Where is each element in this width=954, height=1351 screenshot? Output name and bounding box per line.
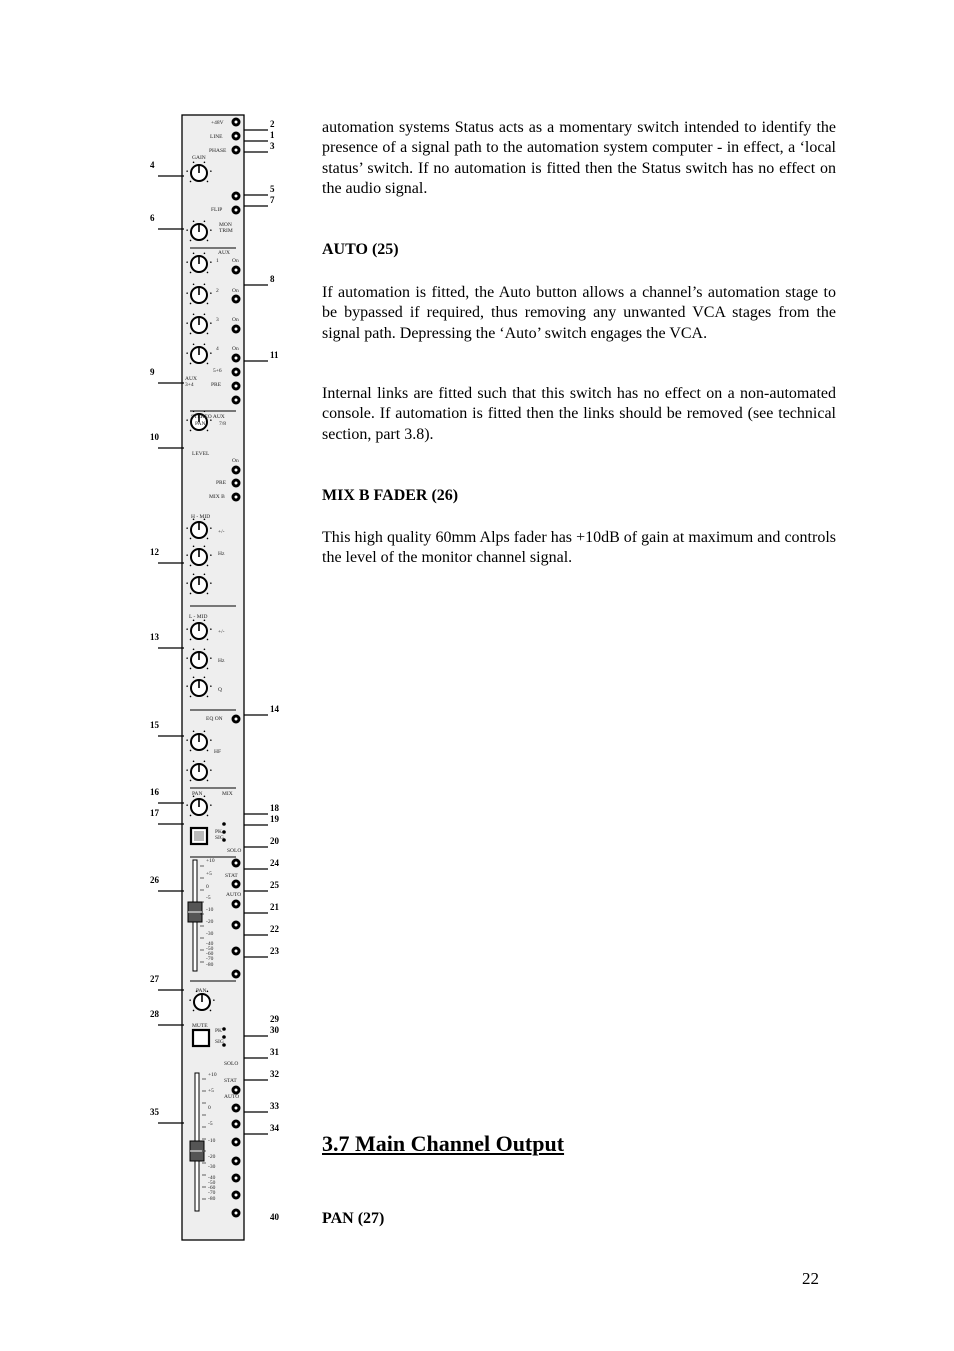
knob-tick bbox=[204, 221, 206, 223]
knob-tick bbox=[193, 253, 195, 255]
button-center bbox=[235, 903, 238, 906]
fader-scale-label: +10 bbox=[208, 1072, 217, 1078]
mute-square-button bbox=[193, 1030, 209, 1046]
button-center bbox=[235, 1194, 238, 1197]
strip-label-solo: SOLO bbox=[224, 1061, 239, 1067]
knob-tick bbox=[186, 527, 188, 529]
strip-label-trim: TRIM bbox=[219, 228, 233, 234]
strip-label-hz: Hz bbox=[218, 551, 225, 557]
knob-tick bbox=[193, 411, 195, 413]
knob-tick bbox=[210, 657, 212, 659]
callout-number-left: 13 bbox=[150, 632, 159, 642]
knob-tick bbox=[207, 696, 209, 698]
callout-number-right: 25 bbox=[270, 880, 279, 890]
strip-label-aux34a: AUX bbox=[185, 376, 197, 382]
knob-tick bbox=[207, 780, 209, 782]
knob-tick bbox=[204, 411, 206, 413]
fader-scale-label: -50 bbox=[206, 946, 214, 952]
knob-tick bbox=[204, 162, 206, 164]
fader-scale-label: -30 bbox=[206, 931, 214, 937]
knob-tick bbox=[204, 796, 206, 798]
knob-tick bbox=[207, 991, 209, 993]
callout-number-left: 4 bbox=[150, 160, 155, 170]
callout-number-right: 29 bbox=[270, 1014, 279, 1024]
knob-tick bbox=[210, 804, 212, 806]
callout-number-right: 32 bbox=[270, 1069, 279, 1079]
strip-label-stereo_aux: STEREO AUX bbox=[191, 414, 225, 420]
knob-tick bbox=[193, 761, 195, 763]
knob-tick bbox=[207, 565, 209, 567]
callout-number-right: 24 bbox=[270, 858, 279, 868]
knob-tick bbox=[204, 649, 206, 651]
mixb-body bbox=[322, 528, 836, 569]
strip-label-pm: +/- bbox=[218, 629, 225, 635]
callout-number-left: 26 bbox=[150, 875, 159, 885]
strip-label-pre: PRE bbox=[216, 480, 227, 486]
button-center bbox=[235, 482, 238, 485]
button-center bbox=[235, 269, 238, 272]
round-button bbox=[232, 1191, 241, 1200]
round-button bbox=[232, 325, 241, 334]
led-indicator bbox=[222, 1027, 226, 1031]
knob-tick bbox=[207, 750, 209, 752]
button-center bbox=[235, 121, 238, 124]
strip-label-aux56: 5+6 bbox=[213, 368, 222, 374]
fader-scale-label: +5 bbox=[206, 871, 212, 877]
round-button bbox=[232, 970, 241, 979]
round-button bbox=[232, 146, 241, 155]
button-center bbox=[235, 1212, 238, 1215]
knob-tick bbox=[190, 181, 192, 183]
strip-label-on: On bbox=[232, 288, 239, 294]
knob-tick bbox=[207, 303, 209, 305]
knob-tick bbox=[190, 240, 192, 242]
paragraph-auto: If automation is fitted, the Auto button allows a channel’s automation stage to be bypassed if required, thus removing any unwanted VCA stages from the signal path. Depressing the ‘Auto’ switch engages the VCA. bbox=[322, 284, 836, 342]
section-heading: 3.7 Main Channel Output bbox=[322, 1131, 565, 1156]
knob-tick bbox=[186, 657, 188, 659]
knob-tick bbox=[190, 639, 192, 641]
callout-number-left: 15 bbox=[150, 720, 159, 730]
strip-label-pk: PK bbox=[215, 1028, 223, 1034]
callout-number-right: 14 bbox=[270, 704, 279, 714]
strip-label-on: On bbox=[232, 317, 239, 323]
round-button bbox=[232, 396, 241, 405]
strip-label-pan: PAN bbox=[192, 791, 203, 797]
fader-scale-label: -5 bbox=[208, 1121, 213, 1127]
knob-tick bbox=[186, 229, 188, 231]
knob-tick bbox=[210, 261, 212, 263]
knob-tick bbox=[193, 162, 195, 164]
button-center bbox=[235, 1177, 238, 1180]
knob-tick bbox=[204, 546, 206, 548]
knob-tick bbox=[207, 538, 209, 540]
round-button bbox=[232, 266, 241, 275]
strip-label-aux3: 3 bbox=[216, 317, 219, 323]
knob-tick bbox=[190, 538, 192, 540]
button-center bbox=[235, 195, 238, 198]
knob-tick bbox=[204, 253, 206, 255]
knob-tick bbox=[207, 593, 209, 595]
callout-number-right: 18 bbox=[270, 803, 279, 813]
round-button bbox=[232, 466, 241, 475]
callout-number-right: 31 bbox=[270, 1047, 279, 1057]
knob-tick bbox=[190, 430, 192, 432]
knob-tick bbox=[210, 554, 212, 556]
fader-scale-label: -70 bbox=[208, 1190, 216, 1196]
strip-label-on: On bbox=[232, 458, 239, 464]
fader-scale-label: -20 bbox=[208, 1154, 216, 1160]
knob-tick bbox=[210, 292, 212, 294]
button-center bbox=[235, 328, 238, 331]
round-button bbox=[232, 368, 241, 377]
callout-number-right: 34 bbox=[270, 1123, 279, 1133]
knob-tick bbox=[193, 731, 195, 733]
knob-tick bbox=[190, 696, 192, 698]
fader-scale-label: -5 bbox=[206, 895, 211, 901]
knob-tick bbox=[186, 739, 188, 741]
knob-tick bbox=[210, 1010, 212, 1012]
strip-label-on: On bbox=[232, 258, 239, 264]
knob-tick bbox=[207, 272, 209, 274]
fader-scale-label: +10 bbox=[206, 858, 215, 864]
knob-tick bbox=[193, 284, 195, 286]
knob-tick bbox=[189, 999, 191, 1001]
mixb-section bbox=[322, 486, 836, 506]
callout-number-left: 10 bbox=[150, 432, 159, 442]
mixb-heading: MIX B FADER (26) bbox=[322, 487, 459, 504]
button-center bbox=[235, 371, 238, 374]
knob-tick bbox=[190, 750, 192, 752]
callout-number-right: 7 bbox=[270, 195, 275, 205]
callout-number-left: 28 bbox=[150, 1009, 159, 1019]
knob-tick bbox=[207, 181, 209, 183]
strip-label-flip: FLIP bbox=[211, 207, 223, 213]
strip-label-hz: Hz bbox=[218, 658, 225, 664]
knob-tick bbox=[186, 261, 188, 263]
paragraph-mixb: This high quality 60mm Alps fader has +10dB of gain at maximum and controls the level of the monitor channel signal. bbox=[322, 529, 836, 567]
solo-square-inner bbox=[194, 831, 204, 841]
strip-label-line: LINE bbox=[210, 134, 223, 140]
button-center bbox=[235, 209, 238, 212]
knob-tick bbox=[207, 333, 209, 335]
strip-label-hf: HF bbox=[214, 749, 222, 755]
strip-label-sig: SIG bbox=[215, 1039, 224, 1045]
fader-scale-label: -70 bbox=[206, 956, 214, 962]
round-button bbox=[232, 1138, 241, 1147]
fader-scale-label: -50 bbox=[208, 1180, 216, 1186]
fader-scale-label: -10 bbox=[206, 907, 214, 913]
strip-label-eqon: EQ ON bbox=[206, 716, 223, 722]
fader-scale-label: -80 bbox=[208, 1196, 216, 1202]
strip-label-aux2: 2 bbox=[216, 288, 219, 294]
auto-body bbox=[322, 283, 836, 344]
fader-scale-label: 0 bbox=[206, 884, 209, 890]
knob-tick bbox=[190, 272, 192, 274]
pan-heading: PAN (27) bbox=[322, 1210, 385, 1227]
strip-label-stat: STAT bbox=[225, 873, 238, 879]
strip-label-auto: AUTO bbox=[224, 1094, 240, 1100]
strip-label-aux: AUX bbox=[218, 250, 230, 256]
callout-number-right: 19 bbox=[270, 814, 279, 824]
knob-tick bbox=[207, 430, 209, 432]
knob-tick bbox=[193, 677, 195, 679]
button-center bbox=[235, 950, 238, 953]
channel-strip-diagram bbox=[140, 105, 300, 1250]
paragraph-status: automation systems Status acts as a momentary switch intended to identify the presence of a signal path to the automation system computer - in effect, a ‘local status’ switch. If no automation is fitted then the Status switch has no effect on the audio signal. bbox=[322, 119, 836, 198]
callout-number-left: 9 bbox=[150, 367, 155, 377]
knob-tick bbox=[190, 668, 192, 670]
callout-number-right: 2 bbox=[270, 119, 275, 129]
knob-tick bbox=[204, 574, 206, 576]
strip-label-pm: +/- bbox=[218, 529, 225, 535]
strip-label-sig: SIG bbox=[215, 835, 224, 841]
knob-tick bbox=[210, 582, 212, 584]
callout-number-right: 3 bbox=[270, 141, 275, 151]
knob-tick bbox=[210, 527, 212, 529]
callout-number-right: 5 bbox=[270, 184, 275, 194]
strip-label-solo: SOLO bbox=[227, 848, 242, 854]
knob-tick bbox=[213, 999, 215, 1001]
knob-tick bbox=[190, 815, 192, 817]
button-center bbox=[235, 385, 238, 388]
knob-tick bbox=[186, 628, 188, 630]
knob-tick bbox=[210, 352, 212, 354]
button-center bbox=[235, 1160, 238, 1163]
strip-label-mix: MIX bbox=[222, 791, 233, 797]
strip-label-on: On bbox=[232, 346, 239, 352]
callout-number-right: 20 bbox=[270, 836, 279, 846]
button-center bbox=[235, 718, 238, 721]
round-button bbox=[232, 880, 241, 889]
knob-tick bbox=[193, 546, 195, 548]
button-center bbox=[235, 1089, 238, 1092]
knob-tick bbox=[190, 363, 192, 365]
knob-tick bbox=[207, 240, 209, 242]
callout-number-right: 40 bbox=[270, 1212, 279, 1222]
button-center bbox=[235, 149, 238, 152]
fader-scale-label: -80 bbox=[206, 962, 214, 968]
round-button bbox=[232, 295, 241, 304]
round-button bbox=[232, 479, 241, 488]
button-center bbox=[235, 1141, 238, 1144]
round-button bbox=[232, 192, 241, 201]
auto-section bbox=[322, 240, 836, 260]
fader-scale-label: -60 bbox=[208, 1185, 216, 1191]
button-center bbox=[235, 862, 238, 865]
knob-tick bbox=[186, 685, 188, 687]
knob-tick bbox=[204, 284, 206, 286]
round-button bbox=[232, 1209, 241, 1218]
knob-tick bbox=[190, 593, 192, 595]
strip-label-stat: STAT bbox=[224, 1078, 237, 1084]
round-button bbox=[232, 1120, 241, 1129]
strip-label-s78: 7/8 bbox=[219, 421, 227, 427]
knob-tick bbox=[207, 815, 209, 817]
button-center bbox=[235, 399, 238, 402]
button-center bbox=[235, 1107, 238, 1110]
round-button bbox=[232, 354, 241, 363]
knob-tick bbox=[210, 170, 212, 172]
button-center bbox=[235, 1123, 238, 1126]
knob-tick bbox=[204, 314, 206, 316]
strip-label-mixb: MIX B bbox=[209, 494, 225, 500]
channel-strip-svg bbox=[140, 105, 300, 1250]
callout-number-left: 16 bbox=[150, 787, 159, 797]
knob-tick bbox=[190, 333, 192, 335]
callout-number-right: 22 bbox=[270, 924, 279, 934]
strip-label-hmid: H - MID bbox=[191, 514, 211, 520]
fader-scale-label: -40 bbox=[206, 941, 214, 947]
button-center bbox=[235, 496, 238, 499]
knob-tick bbox=[204, 677, 206, 679]
fader-scale-label: 0 bbox=[208, 1105, 211, 1111]
strip-label-p48v: +48V bbox=[211, 120, 224, 126]
text-block-top bbox=[322, 118, 836, 200]
strip-label-mute: MUTE bbox=[192, 1023, 208, 1029]
callout-number-right: 21 bbox=[270, 902, 279, 912]
button-center bbox=[235, 357, 238, 360]
strip-label-pre: PRE bbox=[211, 382, 222, 388]
knob-tick bbox=[190, 565, 192, 567]
knob-tick bbox=[193, 314, 195, 316]
round-button bbox=[232, 118, 241, 127]
page-number: 22 bbox=[802, 1269, 819, 1288]
links-body bbox=[322, 384, 836, 445]
strip-label-level: LEVEL bbox=[192, 451, 210, 457]
round-button bbox=[232, 132, 241, 141]
fader-scale-label: -30 bbox=[208, 1164, 216, 1170]
button-center bbox=[235, 883, 238, 886]
round-button bbox=[232, 859, 241, 868]
round-button bbox=[232, 947, 241, 956]
fader-scale-label: -20 bbox=[206, 919, 214, 925]
knob-tick bbox=[210, 739, 212, 741]
knob-tick bbox=[186, 419, 188, 421]
strip-label-auto: AUTO bbox=[226, 892, 242, 898]
button-center bbox=[235, 298, 238, 301]
strip-label-phase: PHASE bbox=[209, 148, 227, 154]
knob-tick bbox=[210, 322, 212, 324]
knob-tick bbox=[186, 804, 188, 806]
auto-heading: AUTO (25) bbox=[322, 241, 399, 258]
knob-tick bbox=[210, 229, 212, 231]
strip-label-pan: PAN bbox=[195, 421, 206, 427]
paragraph-links: Internal links are fitted such that this switch has no effect on a non-automated console. If automation is fitted then the links should be removed (see technical section, part 3.8). bbox=[322, 385, 836, 443]
strip-label-aux4: 4 bbox=[216, 346, 219, 352]
knob-tick bbox=[186, 170, 188, 172]
round-button bbox=[232, 206, 241, 215]
callout-number-right: 8 bbox=[270, 274, 275, 284]
callout-number-right: 30 bbox=[270, 1025, 279, 1035]
strip-label-aux34b: 3+4 bbox=[185, 382, 194, 388]
knob-tick bbox=[204, 731, 206, 733]
strip-label-pan: PAN bbox=[196, 988, 207, 994]
strip-label-mon: MON bbox=[219, 222, 232, 228]
knob-tick bbox=[193, 221, 195, 223]
callout-number-left: 17 bbox=[150, 808, 159, 818]
round-button bbox=[232, 382, 241, 391]
knob-tick bbox=[186, 322, 188, 324]
knob-tick bbox=[190, 303, 192, 305]
knob-tick bbox=[210, 685, 212, 687]
strip-label-gain: GAIN bbox=[192, 155, 206, 161]
strip-label-aux1: 1 bbox=[216, 258, 219, 264]
round-button bbox=[232, 900, 241, 909]
knob-tick bbox=[186, 554, 188, 556]
knob-tick bbox=[210, 628, 212, 630]
round-button bbox=[232, 1104, 241, 1113]
button-center bbox=[235, 924, 238, 927]
round-button bbox=[232, 1174, 241, 1183]
callout-number-left: 35 bbox=[150, 1107, 159, 1117]
callout-number-right: 33 bbox=[270, 1101, 279, 1111]
button-center bbox=[235, 973, 238, 976]
round-button bbox=[232, 493, 241, 502]
knob-tick bbox=[207, 668, 209, 670]
fader-scale-label: -40 bbox=[208, 1175, 216, 1181]
callout-number-left: 27 bbox=[150, 974, 159, 984]
round-button bbox=[232, 921, 241, 930]
fader-scale-label: -10 bbox=[208, 1138, 216, 1144]
knob-tick bbox=[186, 292, 188, 294]
knob-tick bbox=[190, 780, 192, 782]
knob-tick bbox=[210, 769, 212, 771]
strip-label-q: Q bbox=[218, 687, 222, 693]
knob-tick bbox=[204, 761, 206, 763]
fader-scale-label: -60 bbox=[206, 951, 214, 957]
round-button bbox=[232, 1157, 241, 1166]
knob-tick bbox=[204, 344, 206, 346]
knob-tick bbox=[193, 574, 195, 576]
button-center bbox=[235, 469, 238, 472]
knob-tick bbox=[207, 639, 209, 641]
knob-tick bbox=[186, 352, 188, 354]
knob-tick bbox=[193, 344, 195, 346]
callout-number-right: 11 bbox=[270, 350, 279, 360]
knob-tick bbox=[207, 363, 209, 365]
fader-scale-label: +5 bbox=[208, 1088, 214, 1094]
led-indicator bbox=[222, 830, 226, 834]
callout-number-left: 12 bbox=[150, 547, 159, 557]
callout-number-left: 6 bbox=[150, 213, 155, 223]
knob-tick bbox=[193, 1010, 195, 1012]
callout-number-right: 1 bbox=[270, 130, 275, 140]
knob-tick bbox=[186, 582, 188, 584]
round-button bbox=[232, 715, 241, 724]
callout-number-right: 23 bbox=[270, 946, 279, 956]
led-indicator bbox=[222, 822, 226, 826]
button-center bbox=[235, 135, 238, 138]
strip-label-lmid: L - MID bbox=[189, 614, 208, 620]
strip-label-pk: PK bbox=[215, 829, 223, 835]
knob-tick bbox=[186, 769, 188, 771]
knob-tick bbox=[193, 649, 195, 651]
